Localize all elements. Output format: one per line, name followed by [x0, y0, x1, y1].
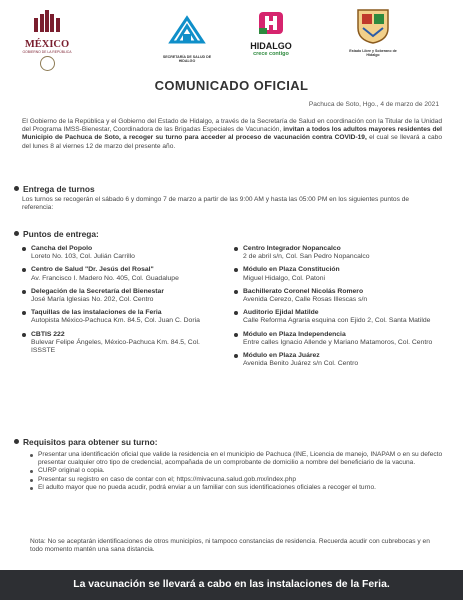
requisitos-heading: [14, 437, 157, 447]
list-item: [234, 266, 446, 282]
list-item: [234, 309, 446, 325]
list-item: [234, 331, 446, 347]
puntos-heading-text: Puntos de entrega:: [23, 229, 99, 239]
requisitos-list: [30, 451, 444, 492]
hidalgo-logo-name: HIDALGO: [250, 41, 292, 51]
point-name: Módulo en Plaza Constitución: [243, 266, 340, 274]
salud-logo-text: SECRETARÍA DE SALUD DE HIDALGO: [162, 55, 212, 63]
requisitos-heading-text: Requisitos para obtener su turno:: [23, 437, 158, 447]
list-item: Presentar una identificación oficial que valide la residencia en el municipio de Pachuca (INE, Licencia de manejo, INAPAM o en su defecto presentar cualquier otro tipo de credencial, acompañada de un comprobante de domicilio a nombre del beneficiario de la vacuna.: [30, 451, 444, 467]
mexico-emblem-icon: [32, 8, 62, 34]
point-name: Módulo en Plaza Independencia: [243, 330, 346, 338]
list-item: CURP original o copia.: [30, 467, 444, 475]
point-address: Avenida Cerezo, Calle Rosas Illescas s/n: [243, 296, 368, 304]
puntos-heading: [14, 229, 99, 239]
footer-banner: La vacunación se llevará a cabo en las instalaciones de la Feria.: [0, 570, 463, 600]
point-address: Autopista México-Pachuca Km. 84.5, Col. Juan C. Doria: [31, 317, 200, 325]
health-ministry-icon: [167, 14, 207, 46]
list-item: [234, 352, 446, 368]
puntos-list-right: [234, 245, 446, 373]
entrega-text: Los turnos se recogerán el sábado 6 y domingo 7 de marzo a partir de las 9:00 AM y hasta las 05:00 PM en los siguientes puntos de referencia:: [22, 196, 410, 212]
entrega-heading-text: Entrega de turnos: [23, 184, 95, 194]
puntos-list-left: [22, 245, 222, 360]
hidalgo-crece-contigo-logo: [244, 10, 298, 64]
point-name: Centro Integrador Nopancalco: [243, 245, 341, 252]
bullet-icon: [14, 186, 19, 191]
point-name: Cancha del Popolo: [31, 245, 93, 252]
mexico-logo-subtitle: GOBIERNO DE LA REPÚBLICA: [22, 50, 72, 54]
list-item: [22, 266, 222, 282]
bullet-icon: [22, 268, 26, 272]
point-name: Taquillas de las instalaciones de la Feria: [31, 309, 162, 317]
point-address: 2 de abril s/n, Col. San Pedro Nopancalco: [243, 253, 370, 261]
point-address: José María Iglesias No. 202, Col. Centro: [31, 296, 154, 304]
point-address: Miguel Hidalgo, Col. Patoni: [243, 274, 325, 282]
estado-logo-text: Estado Libre y Soberano de Hidalgo: [349, 49, 397, 58]
point-address: Avenida Benito Juárez s/n Col. Centro: [243, 360, 359, 368]
list-item: [234, 245, 446, 261]
point-address: Av. Francisco I. Madero No. 405, Col. Guadalupe: [31, 274, 179, 282]
intro-text-bold: invitan a todos los adultos mayores residentes del Municipio de Pachuca de Soto, a recoger su turno para acceder al proceso de vacunación contra COVID-19,: [22, 126, 443, 142]
bullet-icon: [22, 290, 26, 294]
point-name: Bachillerato Coronel Nicolás Romero: [243, 287, 364, 295]
intro-paragraph: [22, 118, 442, 151]
entrega-heading: [14, 184, 95, 194]
bullet-icon: [14, 231, 19, 236]
estado-hidalgo-logo: [344, 6, 402, 68]
state-shield-icon: [354, 6, 392, 44]
point-address: Bulevar Felipe Ángeles, México-Pachuca Km. 84.5, Col. ISSSTE: [31, 338, 200, 355]
list-item: [234, 288, 446, 304]
bullet-icon: [234, 333, 238, 337]
point-address: Loreto No. 103, Col. Julián Carrillo: [31, 253, 135, 261]
bullet-icon: [234, 311, 238, 315]
point-name: Auditorio Ejidal Matilde: [243, 309, 319, 317]
bullet-icon: [234, 290, 238, 294]
bullet-icon: [234, 268, 238, 272]
point-address: Calle Reforma Agraria esquina con Ejido 2, Col. Santa Matilde: [243, 317, 431, 325]
mexico-logo-name: MÉXICO: [24, 39, 70, 50]
nota-paragraph: Nota: No se aceptarán identificaciones de otros municipios, ni tampoco constancias de residencia. Recuerda acudir con cubrebocas y en todo momento mantén una sana distancia.: [30, 538, 430, 554]
bullet-icon: [234, 247, 238, 251]
point-name: Centro de Salud "Dr. Jesús del Rosal": [31, 266, 154, 274]
hidalgo-h-icon: [256, 10, 286, 36]
seal-icon: [40, 56, 55, 71]
bullet-icon: [234, 354, 238, 358]
bullet-icon: [22, 247, 26, 251]
list-item: [22, 288, 222, 304]
intro-text-start: El Gobierno de la República y el Gobierno del Estado de Hidalgo, a través de la Secretaría de Salud en coordinación con la Titular de la Unidad del Programa IMSS-Bienestar, Coordinadora de las Brigadas Especiales de Vacunación,: [22, 118, 442, 134]
point-address: Entre calles Ignacio Allende y Mariano Matamoros, Col. Centro: [243, 338, 433, 346]
list-item: [22, 245, 222, 261]
header-logos: [0, 0, 463, 72]
list-item: [22, 309, 222, 325]
point-name: Delegación de la Secretaría del Bienestar: [31, 287, 164, 295]
dateline: Pachuca de Soto, Hgo., 4 de marzo de 2021: [308, 101, 439, 108]
bullet-icon: [22, 333, 26, 337]
list-item: Presentar su registro en caso de contar con el; https://mivacuna.salud.gob.mx/index.php: [30, 476, 444, 484]
point-name: Módulo en Plaza Juárez: [243, 352, 320, 360]
list-item: [22, 331, 222, 356]
secretaria-salud-logo: [156, 14, 218, 63]
page-title: COMUNICADO OFICIAL: [154, 78, 309, 93]
bullet-icon: [22, 311, 26, 315]
point-name: CBTIS 222: [31, 330, 65, 338]
mexico-government-logo: [12, 8, 82, 70]
list-item: El adulto mayor que no pueda acudir, podrá enviar a un familiar con sus identificaciones oficiales a recoger el turno.: [30, 484, 444, 492]
bullet-icon: [14, 439, 19, 444]
hidalgo-logo-subtitle: crece contigo: [253, 51, 289, 57]
intro-text-end: el cual se llevará a cabo del lunes 8 al viernes 12 de marzo del presente año.: [22, 134, 442, 150]
